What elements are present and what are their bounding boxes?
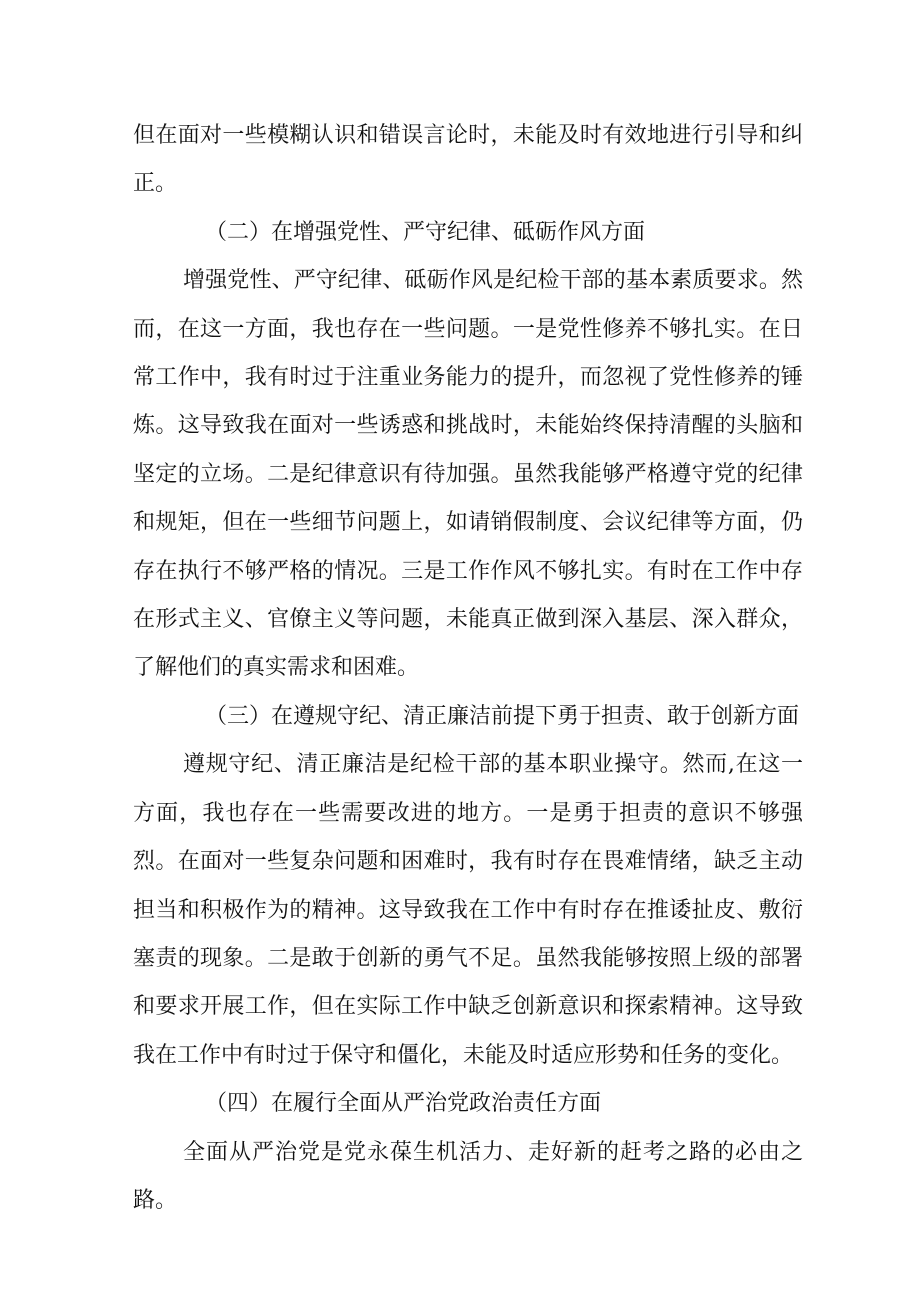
document-body xyxy=(133,112,803,1225)
section-heading-4: （四）在履行全面从严治党政治责任方面 xyxy=(205,1091,602,1117)
paragraph-section-2: 增强党性、严守纪律、砥砺作风是纪检干部的基本素质要求。然而，在这一方面，我也存在一些问题。一是党性修养不够扎实。在日常工作中，我有时过于注重业务能力的提升，而忽视了党性修养的锤炼。这导致我在面对一些诱惑和挑战时，未能始终保持清醒的头脑和坚定的立场。二是纪律意识有待加强。虽然我能够严格遵守党的纪律和规矩，但在一些细节问题上，如请销假制度、会议纪律等方面，仍存在执行不够严格的情况。三是工作作风不够扎实。有时在工作中存在形式主义、官僚主义等问题，未能真正做到深入基层、深入群众，了解他们的真实需求和困难。 xyxy=(133,268,803,681)
section-heading-3: （三）在遵规守纪、清正廉洁前提下勇于担责、敢于创新方面 xyxy=(205,703,800,729)
section-heading-2: （二）在增强党性、严守纪律、砥砺作风方面 xyxy=(205,219,646,245)
paragraph-section-4: 全面从严治党是党永葆生机活力、走好新的赶考之路的必由之路。 xyxy=(133,1139,803,1213)
paragraph-continued: 但在面对一些模糊认识和错误言论时，未能及时有效地进行引导和纠正。 xyxy=(133,123,803,197)
paragraph-section-3: 遵规守纪、清正廉洁是纪检干部的基本职业操守。然而,在这一方面，我也存在一些需要改进的地方。一是勇于担责的意识不够强烈。在面对一些复杂问题和困难时，我有时存在畏难情绪，缺乏主动担当和积极作为的精神。这导致我在工作中有时存在推诿扯皮、敷衍塞责的现象。二是敢于创新的勇气不足。虽然我能够按照上级的部署和要求开展工作，但在实际工作中缺乏创新意识和探索精神。这导致我在工作中有时过于保守和僵化，未能及时适应形势和任务的变化。 xyxy=(133,752,803,1068)
